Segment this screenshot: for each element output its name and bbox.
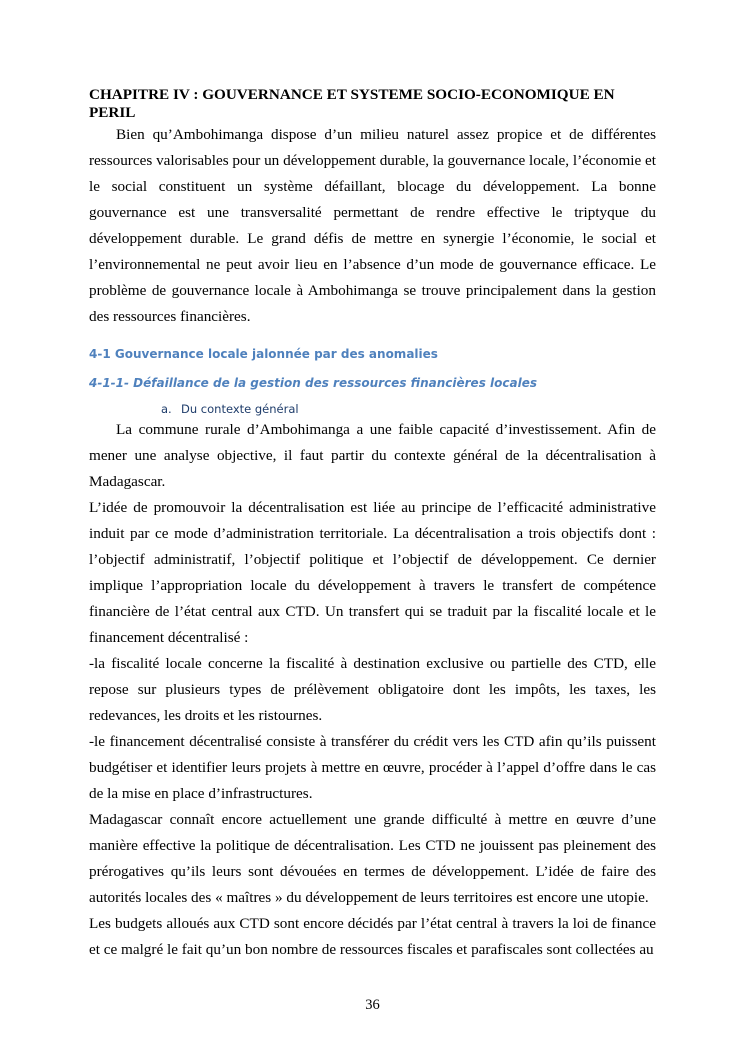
body-paragraph: L’idée de promouvoir la décentralisation est liée au principe de l’efficacité administrative induit par ce mode d’administration territoriale. La décentralisation a trois objectifs dont : l’objectif administratif, l’objectif politique et l’objectif de développement. Ce dernier implique l’appropriation locale du développement à travers le transfert de compétence financière de l’état central aux CTD. Un transfert qui se traduit par la fiscalité locale et le financement décentralisé : [89, 499, 656, 646]
page-number: 36 [365, 997, 380, 1013]
body-paragraph: -le financement décentralisé consiste à transférer du crédit vers les CTD afin qu’ils puissent budgétiser et identifier leurs projets à mettre en œuvre, procéder à l’appel d’offre dans le cas de la mise en place d’infrastructures. [89, 733, 656, 802]
body-paragraph: Les budgets alloués aux CTD sont encore décidés par l’état central à travers la loi de finance et ce malgré le fait qu’un bon nombre de ressources fiscales et parafiscales sont collectées au [89, 915, 656, 958]
subsubsection-title: Du contexte général [181, 402, 299, 416]
body-paragraph: La commune rurale d’Ambohimanga a une faible capacité d’investissement. Afin de mener une analyse objective, il faut partir du contexte général de la décentralisation à Madagascar. [89, 421, 656, 490]
body-paragraph: -la fiscalité locale concerne la fiscalité à destination exclusive ou partielle des CTD, elle repose sur plusieurs types de prélèvement obligatoire dont les impôts, les taxes, les redevances, les droits et les ristournes. [89, 655, 656, 724]
chapter-title: CHAPITRE IV : GOUVERNANCE ET SYSTEME SOCIO-ECONOMIQUE EN PERIL [89, 86, 615, 121]
intro-paragraph: Bien qu’Ambohimanga dispose d’un milieu naturel assez propice et de différentes ressources valorisables pour un développement durable, la gouvernance locale, l’économie et le social constituent un système défaillant, blocage du développement. La bonne gouvernance est une transversalité permettant de rendre effective le triptyque du développement durable. Le grand défis de mettre en synergie l’économie, le social et l’environnemental ne peut avoir lieu en l’absence d’un mode de gouvernance efficace. Le problème de gouvernance locale à Ambohimanga se trouve principalement dans la gestion des ressources financières. [89, 126, 656, 325]
section-heading: 4-1 Gouvernance locale jalonnée par des anomalies [89, 347, 438, 361]
subsection-heading: 4-1-1- Défaillance de la gestion des ressources financières locales [89, 376, 537, 390]
document-page [89, 86, 656, 963]
subsubsection-heading [89, 401, 656, 417]
body-paragraph: Madagascar connaît encore actuellement une grande difficulté à mettre en œuvre d’une manière effective la politique de décentralisation. Les CTD ne jouissent pas pleinement des prérogatives qu’ils leurs sont dévouées en termes de développement. L’idée de faire des autorités locales des « maîtres » du développement de leurs territoires est encore une utopie. [89, 811, 656, 906]
subsubsection-number: a. [161, 402, 172, 416]
